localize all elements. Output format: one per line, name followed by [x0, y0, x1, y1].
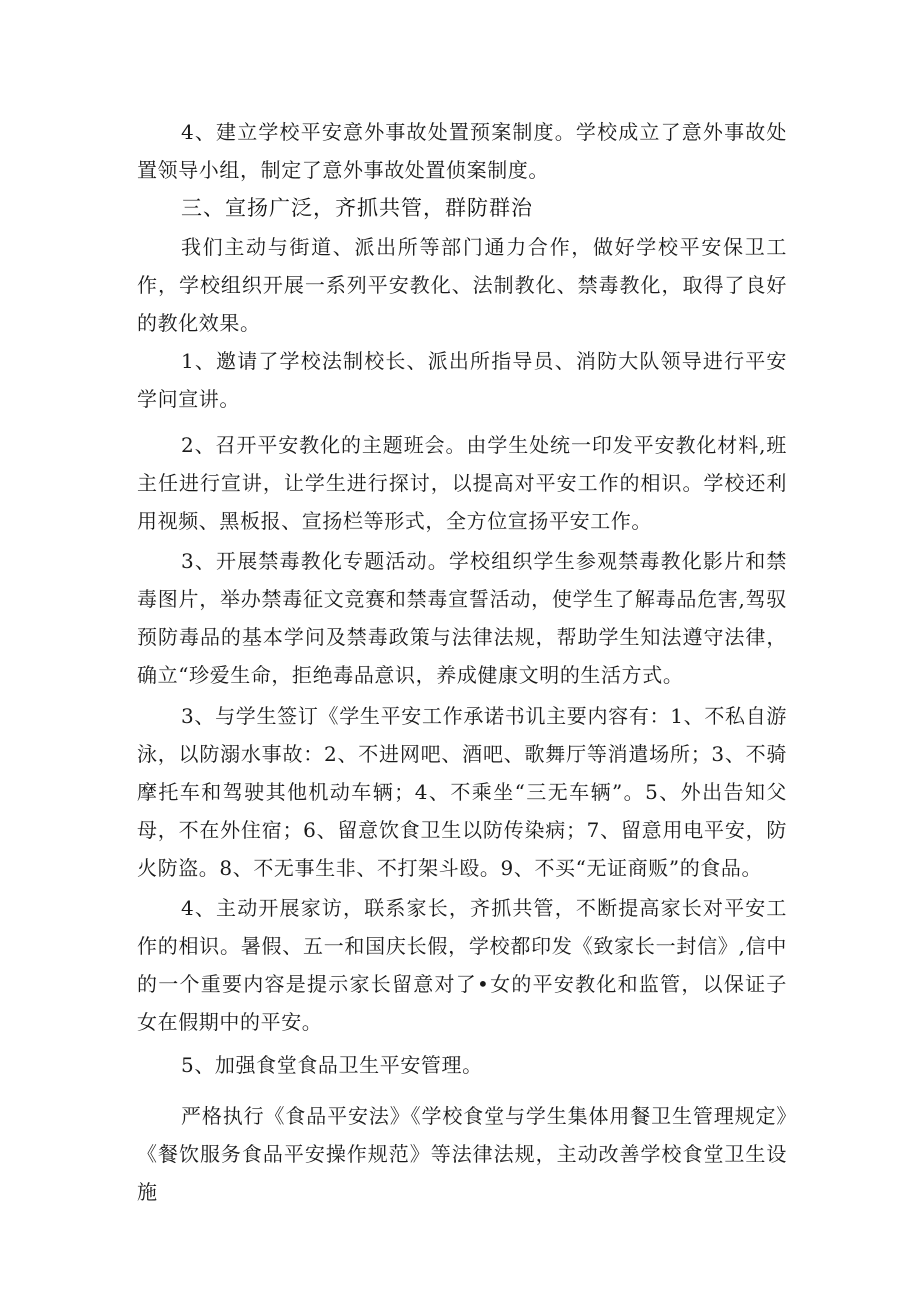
paragraph-item-1-lectures: 1、邀请了学校法制校长、派出所指导员、消防大队领导进行平安学问宣讲。: [137, 349, 787, 411]
paragraph-item-2-class-meeting: 2、召开平安教化的主题班会。由学生处统一印发平安教化材料,班主任进行宣讲，让学生进行探讨，以提高对平安工作的相识。学校还利用视频、黑板报、宣扬栏等形式，全方位宣扬平安工作。: [137, 433, 787, 533]
paragraph-food-safety-laws: 严格执行《食品平安法》《学校食堂与学生集体用餐卫生管理规定》《餐饮服务食品平安操作规范》等法律法规，主动改善学校食堂卫生设施: [137, 1104, 787, 1204]
paragraph-item-3-anti-drug: 3、开展禁毒教化专题活动。学校组织学生参观禁毒教化影片和禁毒图片，举办禁毒征文竞赛和禁毒宣誓活动，使学生了解毒品危害,驾驭预防毒品的基本学问及禁毒政策与法律法规，帮助学生知法遵守法律，确立“珍爱生命，拒绝毒品意识，养成健康文明的生活方式。: [137, 549, 787, 687]
paragraph-item-4-home-visits: 4、主动开展家访，联系家长，齐抓共管，不断提高家长对平安工作的相识。暑假、五一和国庆长假，学校都印发《致家长一封信》,信中的一个重要内容是提示家长留意对了•女的平安教化和监管，以保证子女在假期中的平安。: [137, 896, 787, 1034]
paragraph-item-3-pledge: 3、与学生签订《学生平安工作承诺书讥主要内容有：1、不私自游泳，以防溺水事故：2、不进网吧、酒吧、歌舞厅等消遣场所；3、不骑摩托车和驾驶其他机动车辆；4、不乘坐“三无车辆”。5、外出告知父母，不在外住宿；6、留意饮食卫生以防传染病；7、留意用电平安，防火防盗。8、不无事生非、不打架斗殴。9、不买“无证商贩”的食品。: [137, 704, 787, 880]
section-heading-3: 三、宣扬广泛，齐抓共管，群防群治: [181, 196, 533, 220]
paragraph-cooperation: 我们主动与街道、派出所等部门通力合作，做好学校平安保卫工作，学校组织开展一系列平安教化、法制教化、禁毒教化，取得了良好的教化效果。: [137, 235, 787, 335]
paragraph-accident-plan: 4、建立学校平安意外事故处置预案制度。学校成立了意外事故处置领导小组，制定了意外事故处置侦案制度。: [137, 120, 787, 182]
paragraph-item-5-canteen: 5、加强食堂食品卫生平安管理。: [181, 1053, 483, 1077]
